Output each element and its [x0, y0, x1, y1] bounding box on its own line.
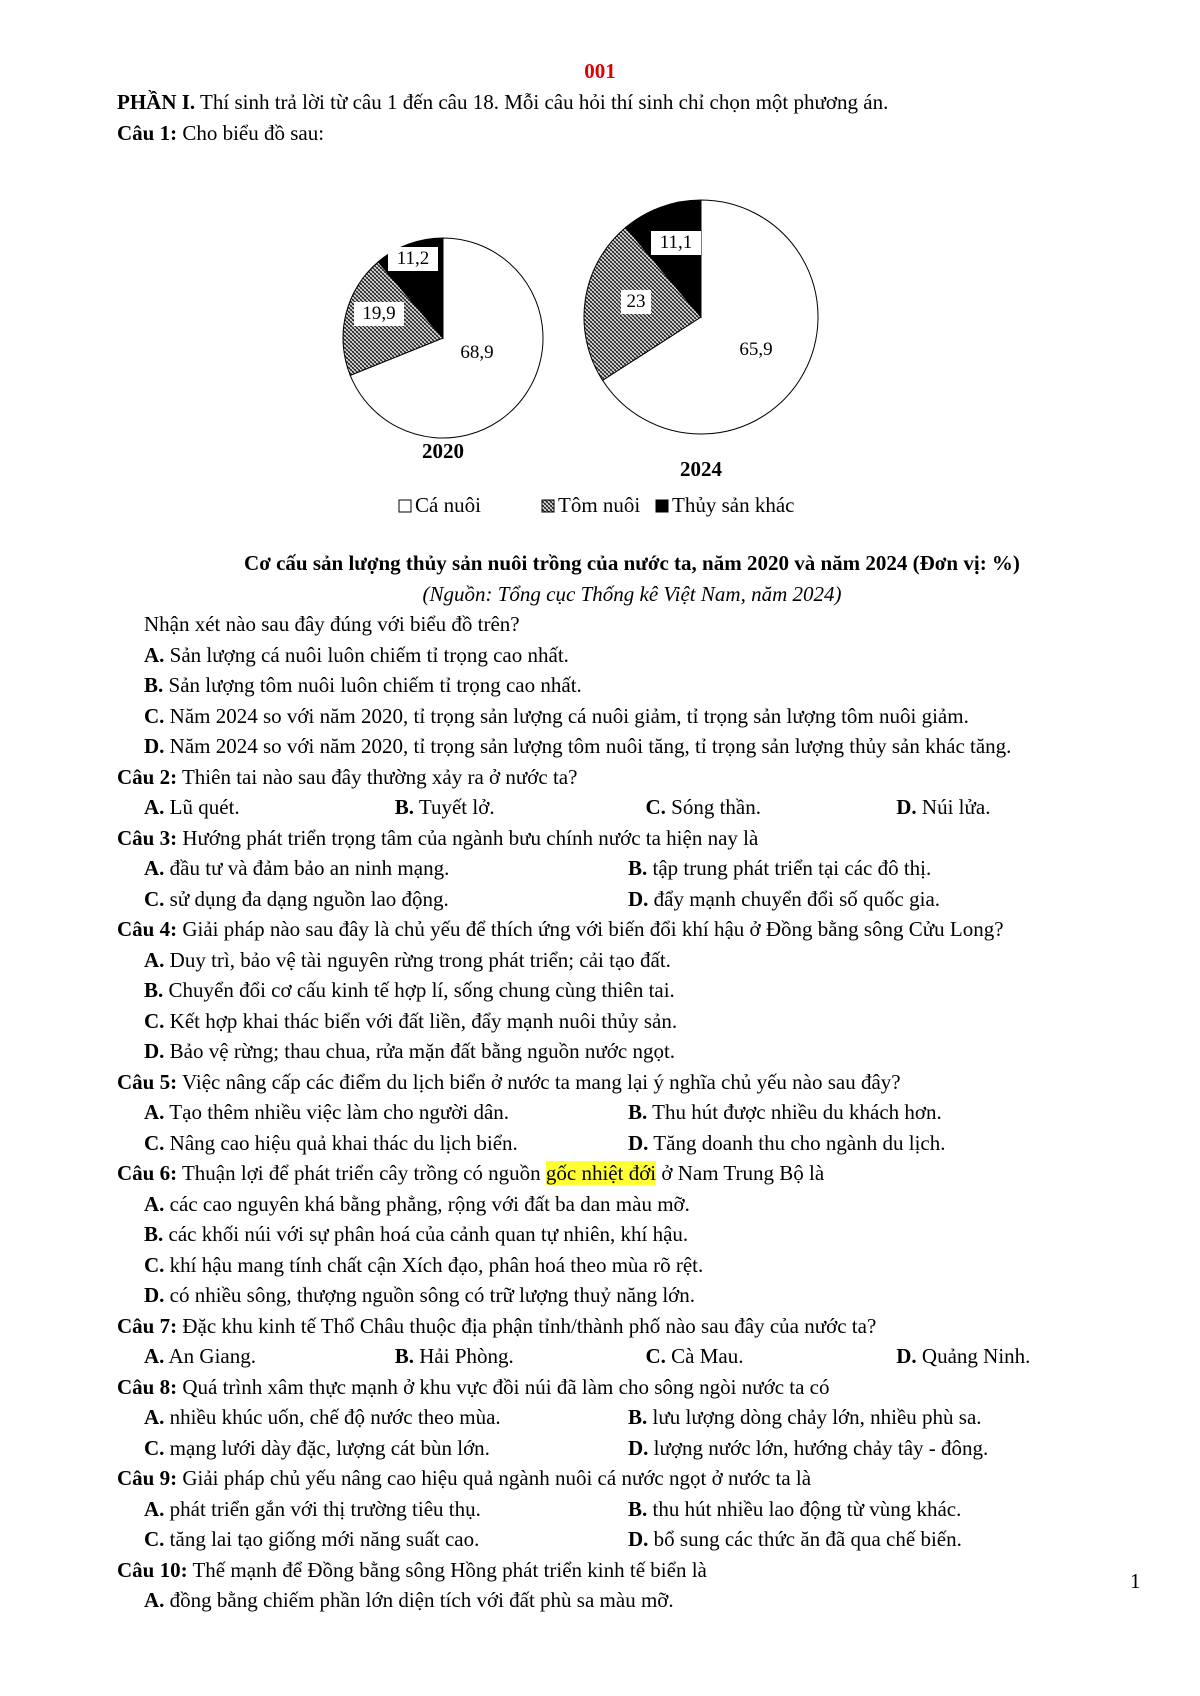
option-8c[interactable]	[144, 1433, 628, 1464]
part-label: PHẦN I.	[117, 90, 196, 114]
option-6c[interactable]	[117, 1250, 1147, 1281]
option-3a[interactable]	[144, 853, 628, 884]
question-label: Câu 5:	[117, 1069, 178, 1094]
option-text: nhiều khúc uốn, chế độ nước theo mùa.	[169, 1405, 501, 1429]
option-key: C.	[144, 1008, 165, 1033]
option-key: C.	[144, 1252, 165, 1277]
option-8b[interactable]	[628, 1402, 1112, 1433]
data-label-2024-2: 11,1	[659, 232, 693, 253]
option-3d[interactable]	[628, 884, 1112, 915]
option-key: B.	[628, 1405, 648, 1429]
option-text: đồng bằng chiếm phần lớn diện tích với đất phù sa màu mỡ.	[169, 1588, 674, 1612]
option-key: C.	[144, 1527, 165, 1551]
option-key: A.	[144, 1100, 165, 1124]
option-key: B.	[394, 1344, 415, 1368]
options-row	[117, 1402, 1147, 1433]
question-label: Câu 7:	[117, 1313, 178, 1338]
option-key: A.	[144, 1496, 165, 1521]
options-row	[117, 853, 1147, 884]
question-text: Quá trình xâm thực mạnh ở khu vực đồi núi đã làm cho sông ngòi nước ta có	[182, 1374, 830, 1399]
option-key: B.	[628, 856, 648, 880]
option-3c[interactable]	[144, 884, 628, 915]
question-text: Việc nâng cấp các điểm du lịch biển ở nước ta mang lại ý nghĩa chủ yếu nào sau đây?	[181, 1069, 901, 1094]
option-key: C.	[645, 795, 666, 819]
option-9b[interactable]	[628, 1494, 1112, 1525]
option-key: C.	[144, 1130, 165, 1155]
option-key: A.	[144, 856, 165, 880]
legend-swatch-0	[399, 500, 411, 512]
question-text: Giải pháp nào sau đây là chủ yếu để thích ứng với biến đổi khí hậu ở Đồng bằng sông Cửu Long?	[182, 917, 1004, 941]
data-label-2024-0: 65,9	[739, 339, 773, 360]
option-key: A.	[144, 947, 165, 972]
option-text: Tạo thêm nhiều việc làm cho người dân.	[169, 1100, 510, 1124]
options-row	[117, 1433, 1147, 1464]
question-text: Hướng phát triển trọng tâm của ngành bưu chính nước ta hiện nay là	[182, 825, 759, 850]
option-text: tập trung phát triển tại các đô thị.	[652, 856, 932, 880]
option-9c[interactable]	[144, 1524, 628, 1555]
option-text: Năm 2024 so với năm 2020, tỉ trọng sản lượng cá nuôi giảm, tỉ trọng sản lượng tôm nuôi giảm.	[169, 703, 969, 728]
chart-source: (Nguồn: Tổng cục Thống kê Việt Nam, năm 2024)	[422, 581, 842, 606]
option-text: Hải Phòng.	[419, 1344, 514, 1368]
option-4c[interactable]	[117, 1006, 1147, 1037]
option-key: B.	[628, 1496, 648, 1521]
option-text: Duy trì, bảo vệ tài nguyên rừng trong phát triển; cải tạo đất.	[169, 947, 671, 972]
option-3b[interactable]	[628, 853, 1112, 884]
option-text: Cà Mau.	[671, 1344, 744, 1368]
question-2	[117, 762, 1147, 793]
option-6a[interactable]	[117, 1189, 1147, 1220]
question-prompt: Nhận xét nào sau đây đúng với biểu đồ trên?	[144, 612, 520, 636]
option-5a[interactable]	[144, 1097, 628, 1128]
option-text: Sóng thần.	[671, 795, 762, 819]
options-row	[117, 1341, 1147, 1372]
option-key: D.	[896, 1344, 917, 1368]
question-text-before: Thuận lợi để phát triển cây trồng có nguồn	[181, 1161, 546, 1185]
option-text: thu hút nhiều lao động từ vùng khác.	[652, 1496, 962, 1521]
option-4b[interactable]	[117, 975, 1147, 1006]
option-key: C.	[144, 886, 165, 911]
question-text	[182, 1161, 824, 1185]
option-text: Sản lượng cá nuôi luôn chiếm tỉ trọng cao nhất.	[169, 642, 569, 667]
option-text: phát triển gắn với thị trường tiêu thụ.	[169, 1496, 481, 1521]
question-label: Câu 10:	[117, 1557, 188, 1582]
chart-title: Cơ cấu sản lượng thủy sản nuôi trồng của nước ta, năm 2020 và năm 2024 (Đơn vị: %)	[244, 551, 1020, 575]
option-text: khí hậu mang tính chất cận Xích đạo, phân hoá theo mùa rõ rệt.	[169, 1252, 704, 1277]
part-instruction: Thí sinh trả lời từ câu 1 đến câu 18. Mỗi câu hỏi thí sinh chỉ chọn một phương án.	[200, 90, 889, 114]
question-text: Giải pháp chủ yếu nâng cao hiệu quả ngành nuôi cá nước ngọt ở nước ta là	[182, 1466, 812, 1490]
question-text: Cho biểu đồ sau:	[182, 120, 325, 145]
option-text: các cao nguyên khá bằng phẳng, rộng với đất ba dan màu mỡ.	[169, 1191, 690, 1216]
option-text: Bảo vệ rừng; thau chua, rửa mặn đất bằng nguồn nước ngọt.	[169, 1039, 676, 1063]
option-key: A.	[144, 1405, 165, 1429]
page-number: 1	[1130, 1569, 1141, 1593]
question-5	[117, 1067, 1147, 1098]
option-1b[interactable]	[117, 670, 1147, 701]
option-7b[interactable]	[395, 1341, 646, 1372]
option-10a[interactable]	[117, 1585, 1147, 1616]
option-6d[interactable]	[117, 1280, 1147, 1311]
option-1a[interactable]	[117, 640, 1147, 671]
option-text: Kết hợp khai thác biển với đất liền, đẩy mạnh nuôi thủy sản.	[169, 1008, 678, 1033]
option-8d[interactable]	[628, 1433, 1112, 1464]
option-key: B.	[144, 978, 164, 1002]
legend-label-0: Cá nuôi	[415, 493, 481, 517]
option-text: An Giang.	[168, 1344, 257, 1368]
options-row	[117, 1097, 1147, 1128]
option-2b[interactable]	[395, 792, 646, 823]
option-text: Tuyết lở.	[418, 795, 495, 819]
option-8a[interactable]	[144, 1402, 628, 1433]
option-text: Chuyển đổi cơ cấu kinh tế hợp lí, sống chung cùng thiên tai.	[168, 978, 675, 1002]
option-key: C.	[645, 1344, 666, 1368]
exam-content	[117, 87, 1147, 1616]
option-text: sử dụng đa dạng nguồn lao động.	[169, 886, 449, 911]
options-row	[117, 1494, 1147, 1525]
option-7c[interactable]	[646, 1341, 897, 1372]
option-text: Năm 2024 so với năm 2020, tỉ trọng sản lượng tôm nuôi tăng, tỉ trọng sản lượng thủy sản khác tăng.	[169, 734, 1012, 758]
option-2a[interactable]	[144, 792, 395, 823]
option-text: lưu lượng dòng chảy lớn, nhiều phù sa.	[652, 1405, 982, 1429]
question-label: Câu 4:	[117, 917, 178, 941]
option-text: các khối núi với sự phân hoá của cảnh quan tự nhiên, khí hậu.	[168, 1222, 689, 1246]
option-text: Thu hút được nhiều du khách hơn.	[652, 1100, 942, 1124]
question-text-after: ở Nam Trung Bộ là	[656, 1161, 825, 1185]
question-6	[117, 1158, 1147, 1189]
data-label-2020-0: 68,9	[460, 342, 494, 363]
data-label-2024-1: 23	[626, 291, 646, 312]
question-label: Câu 3:	[117, 825, 178, 850]
option-key: B.	[628, 1100, 648, 1124]
option-key: B.	[144, 673, 164, 697]
data-label-2020-2: 11,2	[396, 248, 430, 269]
question-7	[117, 1311, 1147, 1342]
option-key: D.	[144, 1283, 165, 1307]
option-key: D.	[144, 1039, 165, 1063]
question-label: Câu 6:	[117, 1161, 178, 1185]
question-label: Câu 9:	[117, 1466, 178, 1490]
option-key: D.	[628, 1130, 649, 1155]
options-row	[117, 792, 1147, 823]
option-key: D.	[628, 1435, 649, 1460]
year-label-2020: 2020	[422, 439, 464, 463]
option-text: tăng lai tạo giống mới năng suất cao.	[169, 1527, 480, 1551]
option-7a[interactable]	[144, 1341, 395, 1372]
option-key: B.	[144, 1222, 164, 1246]
option-7d[interactable]	[896, 1341, 1147, 1372]
data-label-2020-1: 19,9	[362, 303, 396, 324]
option-key: D.	[628, 1527, 649, 1551]
option-text: đẩy mạnh chuyển đổi số quốc gia.	[653, 886, 941, 911]
option-text: đầu tư và đảm bảo an ninh mạng.	[169, 856, 450, 880]
option-key: A.	[144, 1344, 165, 1368]
option-text: Lũ quét.	[169, 795, 240, 819]
question-text: Thiên tai nào sau đây thường xảy ra ở nước ta?	[181, 764, 578, 789]
question-3	[117, 823, 1147, 854]
legend-swatch-1	[542, 500, 554, 512]
options-row	[117, 1524, 1147, 1555]
option-text: Núi lửa.	[921, 795, 991, 819]
option-text: Sản lượng tôm nuôi luôn chiếm tỉ trọng cao nhất.	[168, 673, 582, 697]
question-text: Đặc khu kinh tế Thổ Châu thuộc địa phận tỉnh/thành phố nào sau đây của nước ta?	[182, 1313, 877, 1338]
option-2c[interactable]	[646, 792, 897, 823]
year-label-2024: 2024	[680, 457, 722, 481]
option-1c[interactable]	[117, 701, 1147, 732]
option-5c[interactable]	[144, 1128, 628, 1159]
pie-chart-svg	[117, 148, 1147, 548]
option-2d[interactable]	[896, 792, 1147, 823]
part-header	[117, 87, 1147, 118]
question-10	[117, 1555, 1147, 1586]
option-text: Quảng Ninh.	[921, 1344, 1031, 1368]
options-row	[117, 884, 1147, 915]
option-text: lượng nước lớn, hướng chảy tây - đông.	[653, 1435, 989, 1460]
option-key: A.	[144, 1191, 165, 1216]
option-4d[interactable]	[117, 1036, 1147, 1067]
question-8	[117, 1372, 1147, 1403]
legend-label-2: Thủy sản khác	[672, 493, 795, 517]
option-key: D.	[144, 734, 165, 758]
option-key: A.	[144, 795, 165, 819]
pie-chart-figure	[117, 148, 1147, 548]
option-text: Nâng cao hiệu quả khai thác du lịch biển.	[169, 1130, 518, 1155]
question-label: Câu 1:	[117, 120, 178, 145]
option-text: Tăng doanh thu cho ngành du lịch.	[653, 1130, 946, 1155]
option-key: A.	[144, 642, 165, 667]
question-label: Câu 2:	[117, 764, 178, 789]
question-label: Câu 8:	[117, 1374, 178, 1399]
option-4a[interactable]	[117, 945, 1147, 976]
option-text: bổ sung các thức ăn đã qua chế biến.	[653, 1527, 962, 1551]
option-key: B.	[394, 795, 415, 819]
option-key: C.	[144, 1435, 165, 1460]
option-1d[interactable]	[117, 731, 1147, 762]
option-key: D.	[628, 886, 649, 911]
option-9d[interactable]	[628, 1524, 1112, 1555]
highlighted-text: gốc nhiệt đới	[545, 1161, 657, 1185]
option-key: C.	[144, 703, 165, 728]
question-9	[117, 1463, 1147, 1494]
question-4	[117, 914, 1147, 945]
option-5d[interactable]	[628, 1128, 1112, 1159]
option-9a[interactable]	[144, 1494, 628, 1525]
option-key: D.	[896, 795, 917, 819]
exam-code: 001	[584, 59, 616, 83]
question-text: Thế mạnh để Đồng bằng sông Hồng phát triển kinh tế biển là	[192, 1557, 707, 1582]
question-1	[117, 118, 1147, 149]
option-key: A.	[144, 1588, 165, 1612]
options-row	[117, 1128, 1147, 1159]
legend-swatch-2	[656, 500, 668, 512]
option-5b[interactable]	[628, 1097, 1112, 1128]
option-text: mạng lưới dày đặc, lượng cát bùn lớn.	[169, 1435, 490, 1460]
option-text: có nhiều sông, thượng nguồn sông có trữ lượng thuỷ năng lớn.	[169, 1283, 696, 1307]
option-6b[interactable]	[117, 1219, 1147, 1250]
legend-label-1: Tôm nuôi	[558, 493, 641, 517]
